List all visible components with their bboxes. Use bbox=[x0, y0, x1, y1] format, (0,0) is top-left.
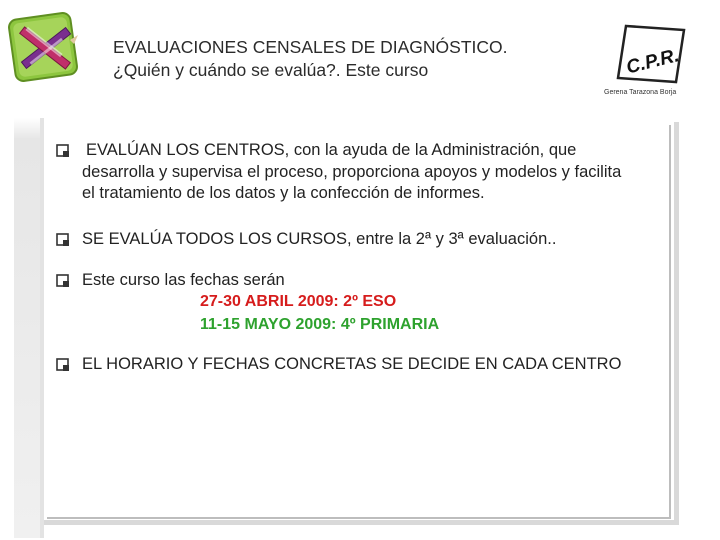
bullet-2-text: SE EVALÚA TODOS LOS CURSOS, entre la 2ª y 3ª evaluación.. bbox=[82, 230, 557, 248]
title-line-1: EVALUACIONES CENSALES DE DIAGNÓSTICO. bbox=[113, 37, 508, 57]
date-eso: 27-30 ABRIL 2009: 2º ESO bbox=[200, 293, 397, 310]
bullet-1-line-2: desarrolla y supervisa el proceso, proporciona apoyos y modelos y facilita bbox=[82, 163, 622, 181]
checkbox-bullet-icon bbox=[56, 144, 69, 157]
checkbox-bullet-icon bbox=[56, 233, 69, 246]
cpr-logo-sub: Gerena Tarazona Borja bbox=[604, 89, 677, 96]
cpr-logo-main: C.P.R. bbox=[624, 45, 682, 79]
title-line-2: ¿Quién y cuándo se evalúa?. Este curso bbox=[113, 60, 429, 80]
bullet-1-line-1: EVALÚAN LOS CENTROS, con la ayuda de la Administración, que bbox=[86, 141, 577, 159]
cpr-logo bbox=[600, 22, 688, 98]
checkbox-bullet-icon bbox=[56, 274, 69, 287]
page-title bbox=[113, 36, 508, 82]
date-primaria: 11-15 MAYO 2009: 4º PRIMARIA bbox=[200, 316, 440, 333]
decorative-side-bar bbox=[14, 118, 44, 538]
pencils-logo-icon bbox=[4, 10, 86, 92]
bullet-1-line-3: el tratamiento de los datos y la confección de informes. bbox=[82, 184, 485, 202]
checkbox-bullet-icon bbox=[56, 358, 69, 371]
bullet-3-text: Este curso las fechas serán bbox=[82, 271, 285, 289]
cpr-logo-icon bbox=[600, 22, 688, 98]
bullet-4-text: EL HORARIO Y FECHAS CONCRETAS SE DECIDE EN CADA CENTRO bbox=[82, 355, 622, 373]
